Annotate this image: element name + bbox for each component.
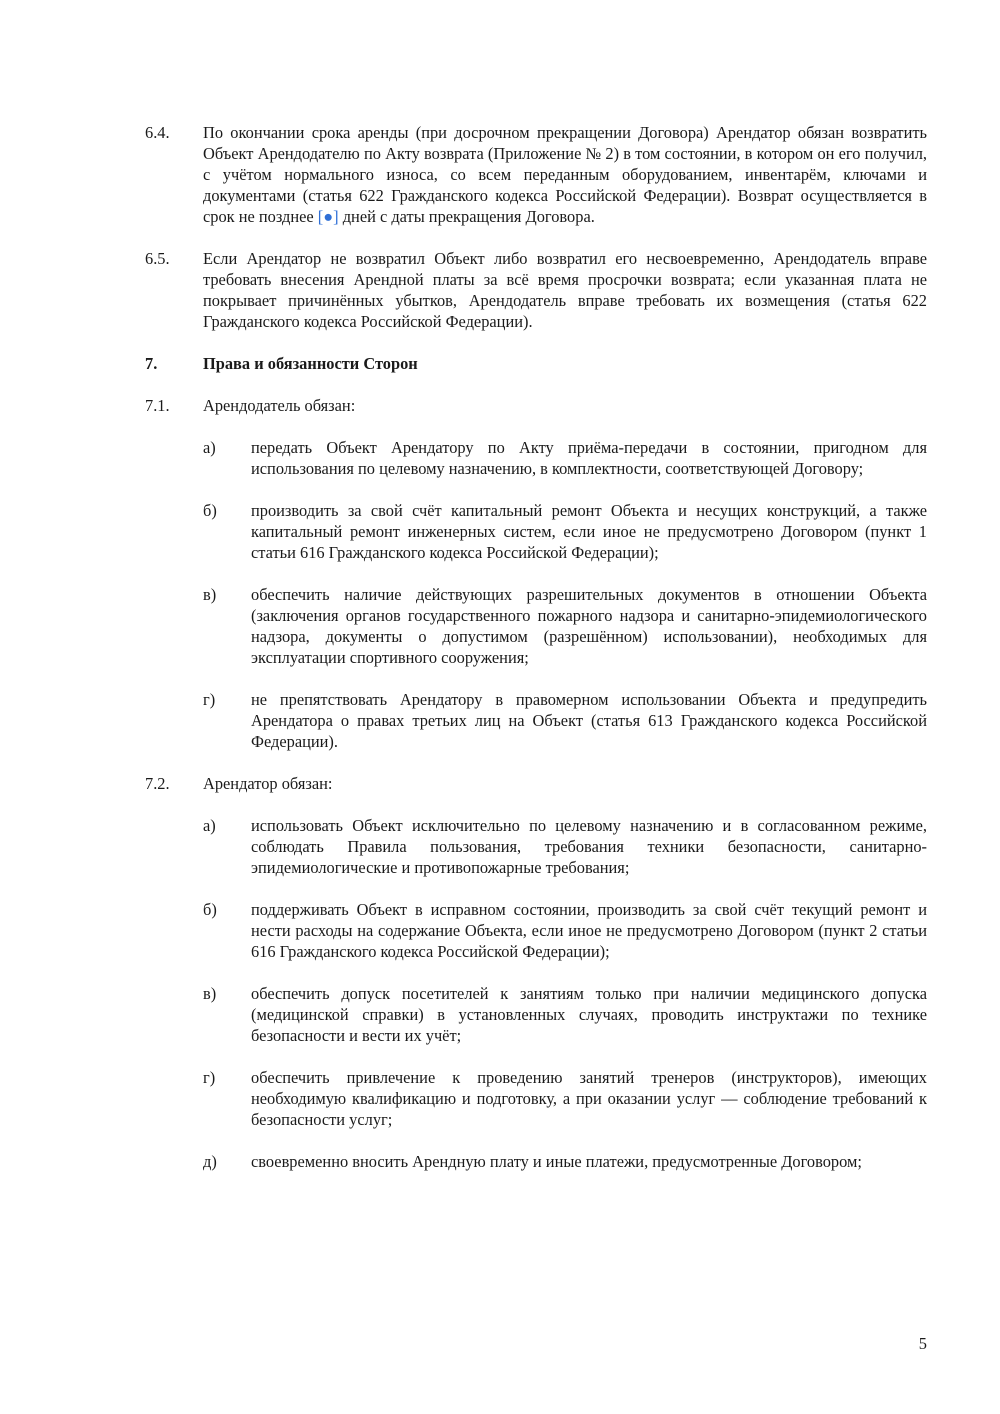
list-item [145, 584, 927, 668]
page-number: 5 [918, 1334, 927, 1353]
list-item [145, 815, 927, 878]
list-item-text: не препятствовать Арендатору в правомерном использовании Объекта и предупредить Арендатора о правах третьих лиц на Объект (статья 613 Гражданского кодекса Российской Федерации). [251, 690, 927, 751]
list-item-text: обеспечить допуск посетителей к занятиям только при наличии медицинского допуска (медицинской справки) в установленных случаях, проводить инструктажи по технике безопасности и вести их учёт; [251, 984, 927, 1045]
clause-7-2 [145, 773, 927, 794]
list-item-text: обеспечить наличие действующих разрешительных документов в отношении Объекта (заключения органов государственного пожарного надзора и санитарно-эпидемиологического надзора, документы о допустимом (разрешённом) использовании), необходимых для эксплуатации спортивного сооружения; [251, 585, 927, 667]
clause-text-part: дней с даты прекращения Договора. [338, 207, 595, 226]
list-item-letter: а) [203, 438, 216, 457]
list-item [145, 689, 927, 752]
list-item [145, 899, 927, 962]
list-item-text: обеспечить привлечение к проведению занятий тренеров (инструкторов), имеющих необходимую квалификацию и подготовку, а при оказании услуг — соблюдение требований к безопасности услуг; [251, 1068, 927, 1129]
list-item-letter: г) [203, 690, 216, 709]
list-item [145, 1067, 927, 1130]
clause-text: Если Арендатор не возвратил Объект либо возвратил его несвоевременно, Арендодатель вправе требовать внесения Арендной платы за всё время просрочки возврата; если указанная плата не покрывает причинённых убытков, Арендодатель вправе требовать их возмещения (статья 622 Гражданского кодекса Российской Федерации). [203, 249, 927, 331]
clause-number: 7.2. [145, 774, 170, 793]
list-item [145, 437, 927, 479]
list-item [145, 500, 927, 563]
clause-text [203, 122, 927, 227]
placeholder-field[interactable]: [●] [317, 207, 339, 226]
document-page [145, 122, 927, 1172]
list-item-text: своевременно вносить Арендную плату и иные платежи, предусмотренные Договором; [251, 1152, 862, 1171]
list-item-letter: в) [203, 585, 217, 604]
list-item [145, 983, 927, 1046]
clause-text: Арендатор обязан: [203, 774, 333, 793]
list-item-letter: б) [203, 900, 217, 919]
list-item-letter: а) [203, 816, 216, 835]
clause-text-part: По окончании срока аренды (при досрочном прекращении Договора) Арендатор обязан возвратить Объект Арендодателю по Акту возврата (Приложение № 2) в том состоянии, в котором он его получил, с учётом нормального износа, со всем переданным оборудованием, инвентарём, ключами и документами (статья 622 Гражданского кодекса Российской Федерации). Возврат осуществляется в срок не позднее [203, 123, 927, 226]
section-heading-7 [145, 353, 927, 374]
clause-number: 6.5. [145, 249, 170, 268]
list-item-letter: г) [203, 1068, 216, 1087]
clause-7-1 [145, 395, 927, 416]
list-item-letter: в) [203, 984, 217, 1003]
clause-6-4 [145, 122, 927, 227]
clause-number: 7.1. [145, 396, 170, 415]
list-item [145, 1151, 927, 1172]
list-item-letter: д) [203, 1152, 217, 1171]
list-item-text: передать Объект Арендатору по Акту приёма-передачи в состоянии, пригодном для использования по целевому назначению, в комплектности, соответствующей Договору; [251, 438, 927, 478]
list-item-text: использовать Объект исключительно по целевому назначению и в согласованном режиме, соблюдать Правила пользования, требования техники безопасности, санитарно-эпидемиологические и противопожарные требования; [251, 816, 927, 877]
list-item-text: производить за свой счёт капитальный ремонт Объекта и несущих конструкций, а также капитальный ремонт инженерных систем, если иное не предусмотрено Договором (пункт 1 статьи 616 Гражданского кодекса Российской Федерации); [251, 501, 927, 562]
clause-text: Арендодатель обязан: [203, 396, 356, 415]
clause-6-5 [145, 248, 927, 332]
clause-number: 6.4. [145, 123, 170, 142]
section-title: Права и обязанности Сторон [203, 354, 418, 373]
list-item-text: поддерживать Объект в исправном состоянии, производить за свой счёт текущий ремонт и нести расходы на содержание Объекта, если иное не предусмотрено Договором (пункт 2 статьи 616 Гражданского кодекса Российской Федерации); [251, 900, 927, 961]
list-item-letter: б) [203, 501, 217, 520]
section-number: 7. [145, 354, 158, 373]
